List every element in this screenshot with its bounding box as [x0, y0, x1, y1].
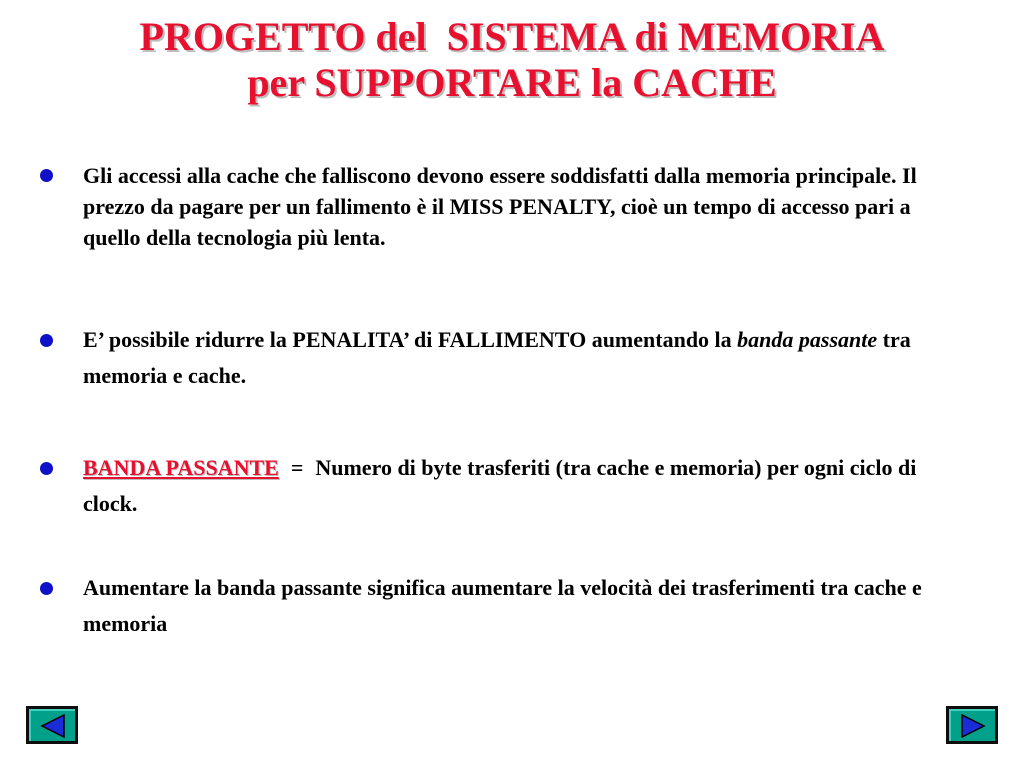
slide-title-line-2: per SUPPORTARE la CACHE: [247, 60, 777, 105]
term-definition: Numero di byte trasferiti (tra cache e memoria) per ogni ciclo di clock.: [83, 455, 917, 516]
bullet-text-after: tra memoria e cache.: [83, 327, 911, 388]
defined-term: BANDA PASSANTE: [83, 455, 279, 480]
arrow-left-icon: [40, 714, 66, 738]
bullet-text: Gli accessi alla cache che falliscono devono essere soddisfatti dalla memoria principale. Il prezzo da pagare per un fallimento è il MISS PENALTY, cioè un tempo di accesso pari a quello della tecnologia più lenta.: [83, 163, 917, 250]
bullet-text: Aumentare la banda passante significa aumentare la velocità dei trasferimenti tra cache e memoria: [83, 575, 922, 636]
bullet-dot-icon: [40, 169, 53, 182]
bullet-dot-icon: [40, 582, 53, 595]
previous-slide-button[interactable]: [26, 706, 78, 744]
slide-title: [0, 14, 1024, 106]
bullet-text-before: E’ possibile ridurre la PENALITA’ di FALLIMENTO aumentando la: [83, 327, 738, 352]
bullet-text: [83, 322, 943, 394]
bullet-dot-icon: [40, 462, 53, 475]
arrow-right-icon: [960, 714, 986, 738]
slide-title-line-1: PROGETTO del SISTEMA di MEMORIA: [139, 14, 885, 59]
bullet-text: [83, 450, 943, 522]
bullet-dot-icon: [40, 334, 53, 347]
next-slide-button[interactable]: [946, 706, 998, 744]
equals-sign: =: [290, 455, 304, 480]
bullet-text-italic: banda passante: [737, 327, 878, 352]
